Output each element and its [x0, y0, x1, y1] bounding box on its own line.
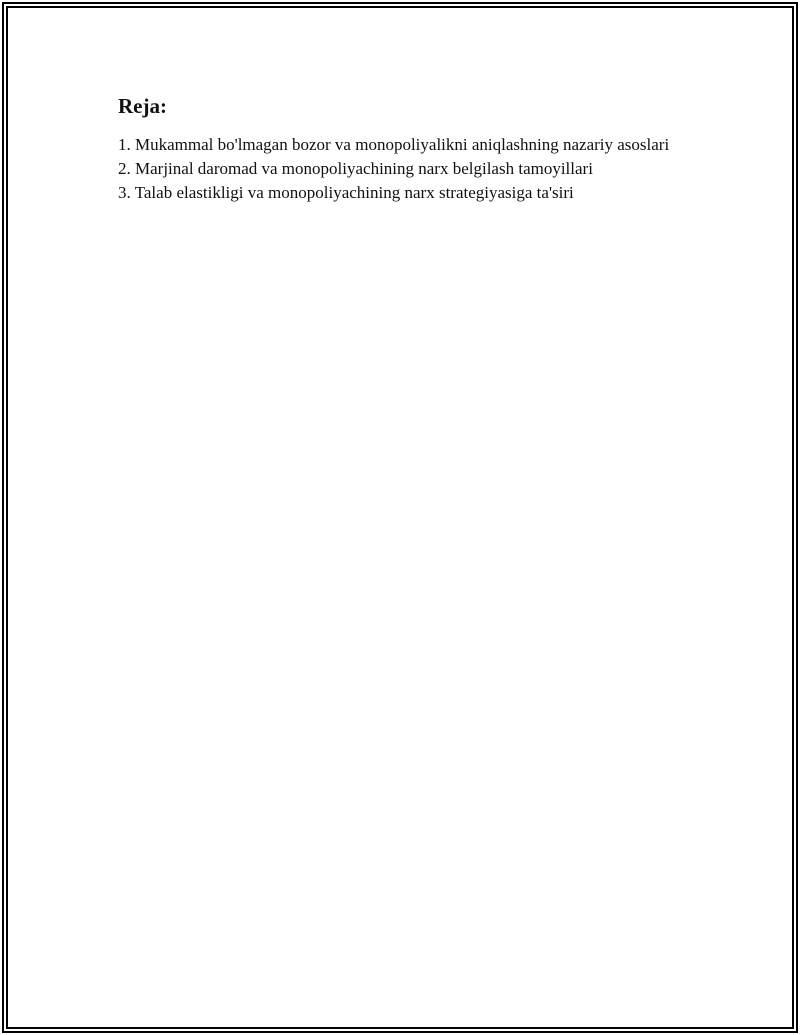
page-content — [118, 93, 678, 205]
plan-item-1: 1. Mukammal bo'lmagan bozor va monopoliyalikni aniqlashning nazariy asoslari — [118, 135, 670, 154]
plan-heading: Reja: — [118, 94, 167, 118]
plan-item-3: 3. Talab elastikligi va monopoliyachining narx strategiyasiga ta'siri — [118, 183, 574, 202]
plan-item-2: 2. Marjinal daromad va monopoliyachining narx belgilash tamoyillari — [118, 159, 593, 178]
plan-list — [118, 133, 678, 205]
